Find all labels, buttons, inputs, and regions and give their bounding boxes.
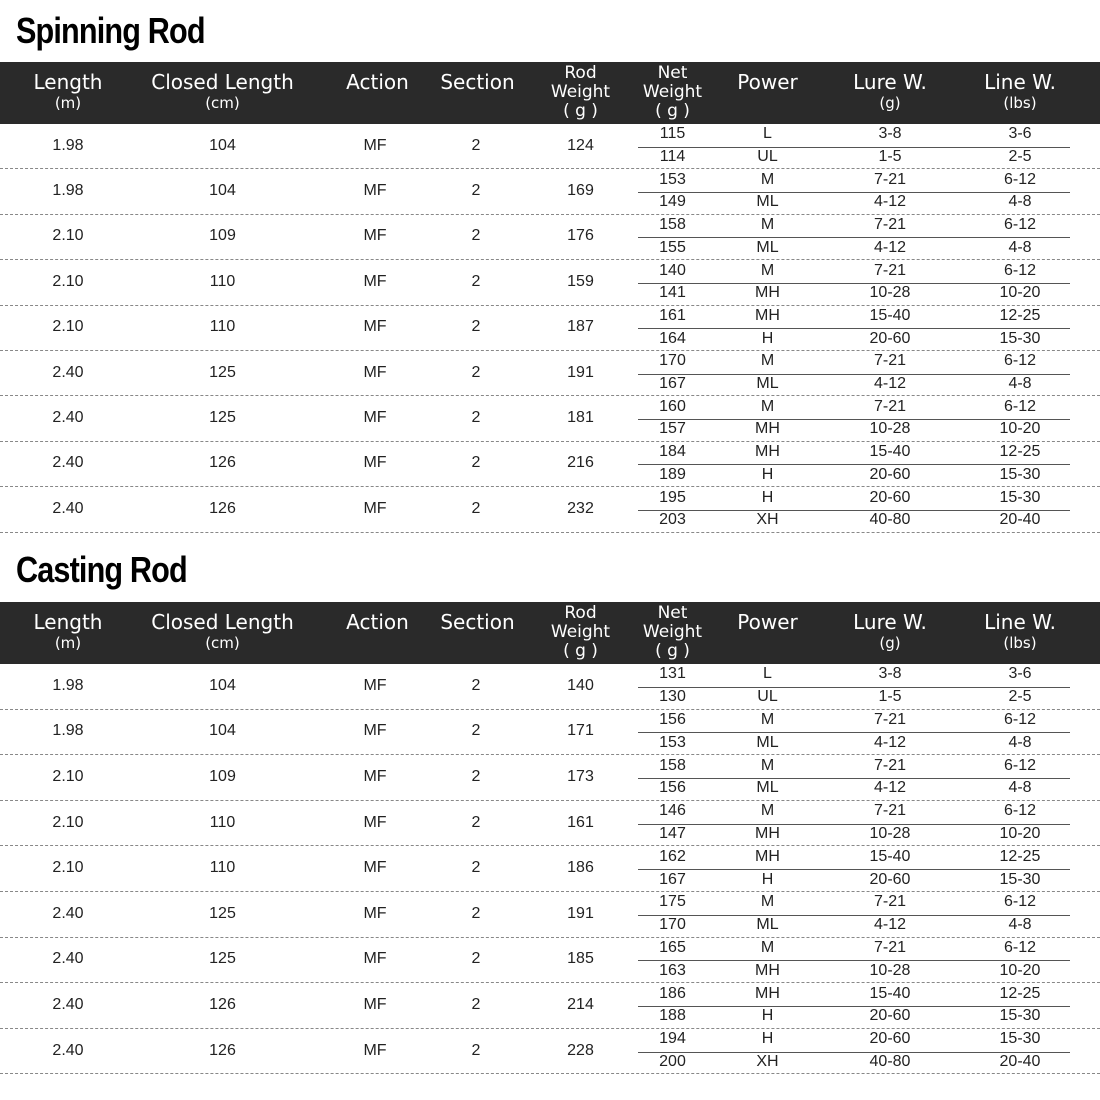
cell-length: 2.10 bbox=[52, 859, 84, 877]
cell-net-weight: 153 bbox=[659, 170, 686, 188]
row-divider bbox=[0, 1073, 1100, 1074]
cell-section: 2 bbox=[471, 409, 481, 427]
cell-net-weight: 141 bbox=[659, 284, 686, 302]
cell-length: 2.10 bbox=[52, 767, 84, 785]
cell-lure-weight: 7-21 bbox=[873, 756, 907, 774]
cell-line-weight: 6-12 bbox=[1003, 756, 1037, 774]
cell-closed-length: 109 bbox=[209, 227, 236, 245]
cell-line-weight: 3-6 bbox=[1008, 665, 1032, 683]
cell-rod-weight: 216 bbox=[567, 454, 594, 472]
cell-rod-weight: 169 bbox=[567, 182, 594, 200]
cell-line-weight: 4-8 bbox=[1008, 238, 1032, 256]
cell-line-weight: 12-25 bbox=[999, 847, 1041, 865]
cell-power: M bbox=[760, 261, 775, 279]
cell-power: XH bbox=[756, 511, 779, 529]
cell-closed-length: 126 bbox=[209, 454, 236, 472]
cell-power: M bbox=[760, 710, 775, 728]
cell-section: 2 bbox=[471, 182, 481, 200]
cell-power: H bbox=[761, 465, 774, 483]
cell-closed-length: 104 bbox=[209, 136, 236, 154]
cell-line-weight: 20-40 bbox=[999, 1052, 1041, 1070]
cell-lure-weight: 7-21 bbox=[873, 352, 907, 370]
cell-length: 2.40 bbox=[52, 904, 84, 922]
header-closed-length: Closed Length (cm) bbox=[151, 70, 294, 112]
cell-power: MH bbox=[755, 847, 780, 865]
cell-line-weight: 4-8 bbox=[1008, 193, 1032, 211]
cell-closed-length: 125 bbox=[209, 363, 236, 381]
cell-length: 2.40 bbox=[52, 950, 84, 968]
cell-power: MH bbox=[755, 306, 780, 324]
cell-lure-weight: 10-28 bbox=[869, 961, 911, 979]
cell-length: 2.40 bbox=[52, 363, 84, 381]
header-section: Section bbox=[440, 610, 515, 634]
cell-power: ML bbox=[756, 238, 779, 256]
cell-rod-weight: 173 bbox=[567, 767, 594, 785]
cell-power: M bbox=[760, 893, 775, 911]
cell-line-weight: 6-12 bbox=[1003, 893, 1037, 911]
cell-section: 2 bbox=[471, 767, 481, 785]
cell-rod-weight: 191 bbox=[567, 363, 594, 381]
sub-row-divider bbox=[638, 915, 1070, 916]
cell-action: MF bbox=[363, 904, 387, 922]
cell-closed-length: 126 bbox=[209, 1041, 236, 1059]
cell-line-weight: 6-12 bbox=[1003, 352, 1037, 370]
sub-row-divider bbox=[638, 1006, 1070, 1007]
cell-lure-weight: 7-21 bbox=[873, 216, 907, 234]
cell-lure-weight: 20-60 bbox=[869, 870, 911, 888]
cell-section: 2 bbox=[471, 227, 481, 245]
cell-power: H bbox=[761, 1030, 774, 1048]
cell-power: UL bbox=[757, 148, 778, 166]
table-row bbox=[0, 892, 1100, 938]
cell-lure-weight: 4-12 bbox=[873, 375, 907, 393]
cell-line-weight: 10-20 bbox=[999, 824, 1041, 842]
cell-net-weight: 158 bbox=[659, 756, 686, 774]
cell-lure-weight: 1-5 bbox=[878, 688, 902, 706]
cell-action: MF bbox=[363, 1041, 387, 1059]
header-section: Section bbox=[440, 70, 515, 94]
table-row bbox=[0, 755, 1100, 801]
cell-rod-weight: 191 bbox=[567, 904, 594, 922]
cell-lure-weight: 7-21 bbox=[873, 397, 907, 415]
cell-line-weight: 4-8 bbox=[1008, 779, 1032, 797]
cell-line-weight: 6-12 bbox=[1003, 802, 1037, 820]
cell-power: M bbox=[760, 352, 775, 370]
cell-lure-weight: 3-8 bbox=[878, 665, 902, 683]
casting-title: Casting Rod bbox=[16, 549, 187, 590]
cell-power: ML bbox=[756, 779, 779, 797]
cell-power: XH bbox=[756, 1052, 779, 1070]
cell-lure-weight: 7-21 bbox=[873, 261, 907, 279]
cell-power: ML bbox=[756, 375, 779, 393]
cell-length: 2.40 bbox=[52, 454, 84, 472]
cell-length: 2.40 bbox=[52, 995, 84, 1013]
casting-header bbox=[0, 602, 1100, 664]
cell-rod-weight: 159 bbox=[567, 272, 594, 290]
cell-lure-weight: 15-40 bbox=[869, 984, 911, 1002]
cell-power: MH bbox=[755, 443, 780, 461]
cell-net-weight: 153 bbox=[659, 733, 686, 751]
cell-length: 2.10 bbox=[52, 272, 84, 290]
cell-lure-weight: 7-21 bbox=[873, 938, 907, 956]
cell-lure-weight: 7-21 bbox=[873, 170, 907, 188]
table-row bbox=[0, 1029, 1100, 1075]
cell-net-weight: 147 bbox=[659, 824, 686, 842]
cell-power: M bbox=[760, 397, 775, 415]
cell-length: 2.40 bbox=[52, 409, 84, 427]
cell-power: M bbox=[760, 216, 775, 234]
cell-line-weight: 10-20 bbox=[999, 961, 1041, 979]
cell-net-weight: 170 bbox=[659, 352, 686, 370]
cell-power: MH bbox=[755, 284, 780, 302]
cell-lure-weight: 4-12 bbox=[873, 733, 907, 751]
cell-net-weight: 131 bbox=[659, 665, 686, 683]
cell-net-weight: 158 bbox=[659, 216, 686, 234]
cell-section: 2 bbox=[471, 722, 481, 740]
cell-line-weight: 12-25 bbox=[999, 984, 1041, 1002]
cell-section: 2 bbox=[471, 995, 481, 1013]
cell-net-weight: 167 bbox=[659, 375, 686, 393]
cell-closed-length: 104 bbox=[209, 676, 236, 694]
cell-power: UL bbox=[757, 688, 778, 706]
cell-length: 1.98 bbox=[52, 182, 84, 200]
spinning-title: Spinning Rod bbox=[16, 10, 205, 51]
sub-row-divider bbox=[638, 824, 1070, 825]
header-action: Action bbox=[346, 70, 409, 94]
cell-net-weight: 175 bbox=[659, 893, 686, 911]
cell-closed-length: 110 bbox=[209, 813, 236, 831]
table-row bbox=[0, 710, 1100, 756]
cell-line-weight: 10-20 bbox=[999, 420, 1041, 438]
cell-power: MH bbox=[755, 961, 780, 979]
cell-lure-weight: 15-40 bbox=[869, 847, 911, 865]
header-length: Length (m) bbox=[33, 610, 103, 652]
header-rod-weight: Rod Weight ( g ) bbox=[550, 63, 611, 121]
cell-net-weight: 195 bbox=[659, 488, 686, 506]
cell-net-weight: 170 bbox=[659, 916, 686, 934]
cell-net-weight: 157 bbox=[659, 420, 686, 438]
cell-rod-weight: 140 bbox=[567, 676, 594, 694]
cell-power: ML bbox=[756, 733, 779, 751]
cell-lure-weight: 4-12 bbox=[873, 238, 907, 256]
cell-net-weight: 149 bbox=[659, 193, 686, 211]
cell-section: 2 bbox=[471, 136, 481, 154]
cell-section: 2 bbox=[471, 363, 481, 381]
cell-action: MF bbox=[363, 227, 387, 245]
cell-lure-weight: 15-40 bbox=[869, 306, 911, 324]
cell-line-weight: 12-25 bbox=[999, 443, 1041, 461]
cell-closed-length: 126 bbox=[209, 499, 236, 517]
cell-action: MF bbox=[363, 318, 387, 336]
table-row bbox=[0, 801, 1100, 847]
cell-action: MF bbox=[363, 950, 387, 968]
cell-closed-length: 104 bbox=[209, 722, 236, 740]
cell-power: ML bbox=[756, 916, 779, 934]
cell-lure-weight: 1-5 bbox=[878, 148, 902, 166]
cell-section: 2 bbox=[471, 499, 481, 517]
header-line-weight: Line W. (lbs) bbox=[984, 610, 1056, 652]
cell-closed-length: 109 bbox=[209, 767, 236, 785]
cell-lure-weight: 20-60 bbox=[869, 488, 911, 506]
cell-lure-weight: 20-60 bbox=[869, 1007, 911, 1025]
cell-line-weight: 15-30 bbox=[999, 1030, 1041, 1048]
cell-line-weight: 4-8 bbox=[1008, 733, 1032, 751]
cell-length: 1.98 bbox=[52, 722, 84, 740]
cell-net-weight: 114 bbox=[659, 148, 686, 166]
cell-lure-weight: 40-80 bbox=[869, 1052, 911, 1070]
cell-section: 2 bbox=[471, 904, 481, 922]
cell-section: 2 bbox=[471, 950, 481, 968]
cell-rod-weight: 186 bbox=[567, 859, 594, 877]
cell-section: 2 bbox=[471, 318, 481, 336]
cell-action: MF bbox=[363, 272, 387, 290]
cell-rod-weight: 228 bbox=[567, 1041, 594, 1059]
cell-power: M bbox=[760, 938, 775, 956]
cell-action: MF bbox=[363, 813, 387, 831]
cell-lure-weight: 15-40 bbox=[869, 443, 911, 461]
cell-action: MF bbox=[363, 767, 387, 785]
cell-line-weight: 6-12 bbox=[1003, 710, 1037, 728]
cell-lure-weight: 7-21 bbox=[873, 710, 907, 728]
sub-row-divider bbox=[638, 778, 1070, 779]
cell-closed-length: 110 bbox=[209, 272, 236, 290]
cell-net-weight: 186 bbox=[659, 984, 686, 1002]
cell-length: 1.98 bbox=[52, 136, 84, 154]
cell-closed-length: 125 bbox=[209, 950, 236, 968]
cell-net-weight: 162 bbox=[659, 847, 686, 865]
cell-action: MF bbox=[363, 454, 387, 472]
cell-lure-weight: 7-21 bbox=[873, 893, 907, 911]
cell-power: H bbox=[761, 488, 774, 506]
cell-section: 2 bbox=[471, 813, 481, 831]
table-row bbox=[0, 846, 1100, 892]
cell-line-weight: 10-20 bbox=[999, 284, 1041, 302]
cell-section: 2 bbox=[471, 454, 481, 472]
cell-lure-weight: 3-8 bbox=[878, 125, 902, 143]
table-row bbox=[0, 664, 1100, 710]
cell-power: MH bbox=[755, 420, 780, 438]
cell-net-weight: 184 bbox=[659, 443, 686, 461]
header-closed-length: Closed Length (cm) bbox=[151, 610, 294, 652]
cell-line-weight: 6-12 bbox=[1003, 261, 1037, 279]
cell-lure-weight: 20-60 bbox=[869, 1030, 911, 1048]
cell-line-weight: 15-30 bbox=[999, 465, 1041, 483]
cell-power: M bbox=[760, 756, 775, 774]
cell-net-weight: 164 bbox=[659, 329, 686, 347]
cell-closed-length: 104 bbox=[209, 182, 236, 200]
cell-lure-weight: 4-12 bbox=[873, 193, 907, 211]
cell-net-weight: 203 bbox=[659, 511, 686, 529]
table-row bbox=[0, 938, 1100, 984]
cell-net-weight: 188 bbox=[659, 1007, 686, 1025]
cell-power: MH bbox=[755, 984, 780, 1002]
cell-line-weight: 6-12 bbox=[1003, 938, 1037, 956]
cell-line-weight: 12-25 bbox=[999, 306, 1041, 324]
cell-length: 1.98 bbox=[52, 676, 84, 694]
cell-net-weight: 115 bbox=[659, 125, 686, 143]
cell-lure-weight: 10-28 bbox=[869, 824, 911, 842]
cell-line-weight: 4-8 bbox=[1008, 916, 1032, 934]
cell-net-weight: 161 bbox=[659, 306, 686, 324]
cell-line-weight: 15-30 bbox=[999, 1007, 1041, 1025]
cell-section: 2 bbox=[471, 859, 481, 877]
sub-row-divider bbox=[638, 687, 1070, 688]
cell-power: L bbox=[763, 125, 772, 143]
cell-line-weight: 3-6 bbox=[1008, 125, 1032, 143]
cell-action: MF bbox=[363, 136, 387, 154]
cell-line-weight: 20-40 bbox=[999, 511, 1041, 529]
cell-length: 2.40 bbox=[52, 1041, 84, 1059]
header-lure-weight: Lure W. (g) bbox=[853, 70, 927, 112]
cell-power: ML bbox=[756, 193, 779, 211]
cell-line-weight: 15-30 bbox=[999, 329, 1041, 347]
cell-rod-weight: 161 bbox=[567, 813, 594, 831]
cell-power: M bbox=[760, 170, 775, 188]
cell-action: MF bbox=[363, 676, 387, 694]
cell-power: H bbox=[761, 870, 774, 888]
cell-power: M bbox=[760, 802, 775, 820]
cell-net-weight: 146 bbox=[659, 802, 686, 820]
header-net-weight: Net Weight ( g ) bbox=[642, 63, 703, 121]
cell-lure-weight: 7-21 bbox=[873, 802, 907, 820]
header-lure-weight: Lure W. (g) bbox=[853, 610, 927, 652]
cell-net-weight: 160 bbox=[659, 397, 686, 415]
cell-lure-weight: 4-12 bbox=[873, 779, 907, 797]
cell-line-weight: 15-30 bbox=[999, 870, 1041, 888]
cell-net-weight: 200 bbox=[659, 1052, 686, 1070]
cell-power: L bbox=[763, 665, 772, 683]
cell-line-weight: 6-12 bbox=[1003, 216, 1037, 234]
cell-net-weight: 156 bbox=[659, 779, 686, 797]
cell-rod-weight: 187 bbox=[567, 318, 594, 336]
cell-action: MF bbox=[363, 499, 387, 517]
cell-net-weight: 155 bbox=[659, 238, 686, 256]
cell-closed-length: 126 bbox=[209, 995, 236, 1013]
cell-power: H bbox=[761, 1007, 774, 1025]
cell-line-weight: 6-12 bbox=[1003, 170, 1037, 188]
cell-net-weight: 189 bbox=[659, 465, 686, 483]
cell-action: MF bbox=[363, 859, 387, 877]
cell-net-weight: 194 bbox=[659, 1030, 686, 1048]
header-action: Action bbox=[346, 610, 409, 634]
cell-lure-weight: 4-12 bbox=[873, 916, 907, 934]
cell-net-weight: 140 bbox=[659, 261, 686, 279]
sub-row-divider bbox=[638, 960, 1070, 961]
header-net-weight: Net Weight ( g ) bbox=[642, 603, 703, 661]
cell-section: 2 bbox=[471, 272, 481, 290]
sub-row-divider bbox=[638, 869, 1070, 870]
cell-section: 2 bbox=[471, 1041, 481, 1059]
cell-power: MH bbox=[755, 824, 780, 842]
cell-line-weight: 15-30 bbox=[999, 488, 1041, 506]
cell-rod-weight: 176 bbox=[567, 227, 594, 245]
cell-action: MF bbox=[363, 182, 387, 200]
cell-rod-weight: 124 bbox=[567, 136, 594, 154]
cell-closed-length: 110 bbox=[209, 318, 236, 336]
header-length: Length (m) bbox=[33, 70, 103, 112]
cell-line-weight: 2-5 bbox=[1008, 688, 1032, 706]
cell-line-weight: 6-12 bbox=[1003, 397, 1037, 415]
cell-lure-weight: 10-28 bbox=[869, 284, 911, 302]
cell-lure-weight: 20-60 bbox=[869, 465, 911, 483]
cell-action: MF bbox=[363, 722, 387, 740]
cell-rod-weight: 185 bbox=[567, 950, 594, 968]
header-rod-weight: Rod Weight ( g ) bbox=[550, 603, 611, 661]
cell-lure-weight: 40-80 bbox=[869, 511, 911, 529]
cell-closed-length: 125 bbox=[209, 904, 236, 922]
cell-closed-length: 125 bbox=[209, 409, 236, 427]
cell-net-weight: 163 bbox=[659, 961, 686, 979]
table-row bbox=[0, 983, 1100, 1029]
cell-section: 2 bbox=[471, 676, 481, 694]
cell-rod-weight: 232 bbox=[567, 499, 594, 517]
cell-power: H bbox=[761, 329, 774, 347]
cell-net-weight: 156 bbox=[659, 710, 686, 728]
sub-row-divider bbox=[638, 732, 1070, 733]
header-power: Power bbox=[737, 610, 798, 634]
cell-net-weight: 167 bbox=[659, 870, 686, 888]
header-line-weight: Line W. (lbs) bbox=[984, 70, 1056, 112]
cell-net-weight: 165 bbox=[659, 938, 686, 956]
cell-rod-weight: 181 bbox=[567, 409, 594, 427]
cell-line-weight: 2-5 bbox=[1008, 148, 1032, 166]
header-power: Power bbox=[737, 70, 798, 94]
cell-rod-weight: 214 bbox=[567, 995, 594, 1013]
cell-lure-weight: 10-28 bbox=[869, 420, 911, 438]
cell-action: MF bbox=[363, 409, 387, 427]
cell-closed-length: 110 bbox=[209, 859, 236, 877]
sub-row-divider bbox=[638, 1052, 1070, 1053]
cell-action: MF bbox=[363, 363, 387, 381]
cell-rod-weight: 171 bbox=[567, 722, 594, 740]
cell-net-weight: 130 bbox=[659, 688, 686, 706]
cell-length: 2.10 bbox=[52, 813, 84, 831]
cell-length: 2.40 bbox=[52, 499, 84, 517]
cell-action: MF bbox=[363, 995, 387, 1013]
cell-line-weight: 4-8 bbox=[1008, 375, 1032, 393]
cell-lure-weight: 20-60 bbox=[869, 329, 911, 347]
cell-length: 2.10 bbox=[52, 318, 84, 336]
cell-length: 2.10 bbox=[52, 227, 84, 245]
